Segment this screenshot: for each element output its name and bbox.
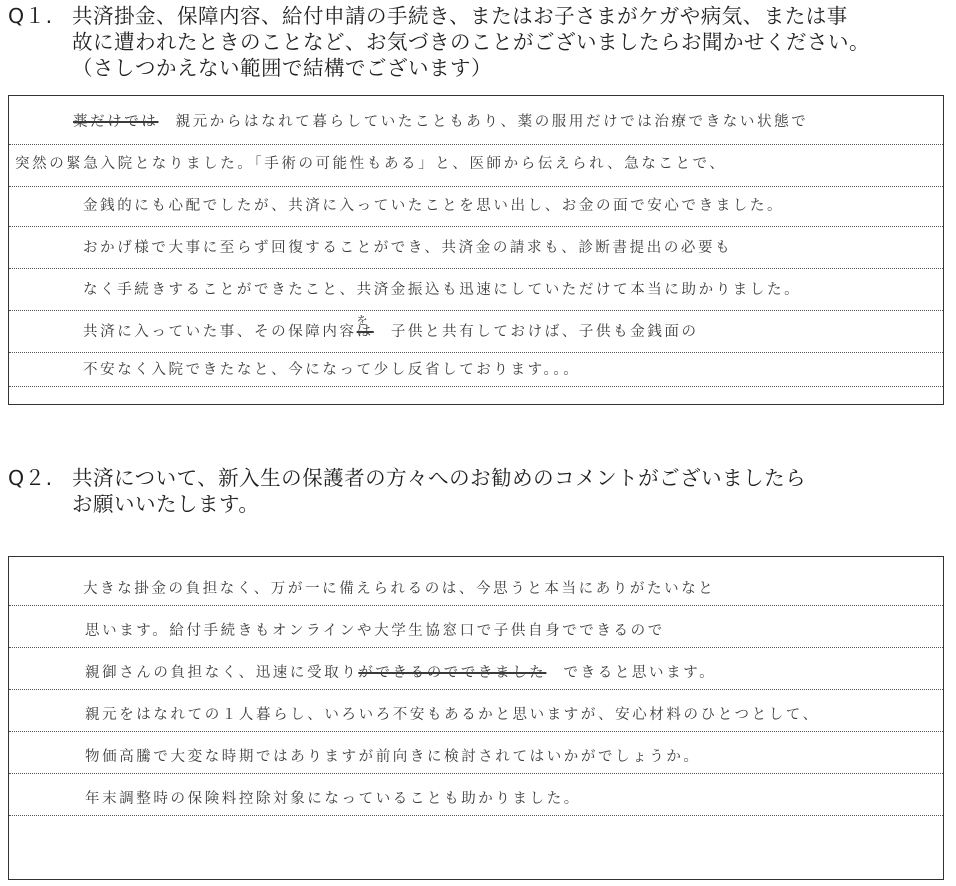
q2-answer-box xyxy=(8,556,944,880)
q2-answer-line-5: 物価高騰で大変な時期ではありますが前向きに検討されてはいかがでしょうか。 xyxy=(85,749,701,765)
q1-answer-line-3: 金銭的にも心配でしたが、共済に入っていたことを思い出し、お金の面で安心できました。 xyxy=(83,198,785,214)
q1-line-3: （さしつかえない範囲で結構でございます） xyxy=(72,56,492,80)
q1-answer-line-6: 共済に入っていた事、その保障内容 を は 子供と共有しておけば、子供も金銭面の xyxy=(83,314,699,340)
q2-answer-line-4: 親元をはなれての１人暮らし、いろいろ不安もあるかと思いますが、安心材料のひとつとして、 xyxy=(85,707,820,723)
q1-answer-line-5: なく手続きすることができたこと、共済金振込も迅速にしていただけて本当に助かりました。 xyxy=(83,282,802,298)
q1-question xyxy=(8,3,870,81)
q2-line-2: お願いいたします。 xyxy=(72,492,260,516)
q2-number: Q２. xyxy=(8,466,53,490)
q2-line-1: Q２. 共済について、新入生の保護者の方々へのお勧めのコメントがございましたら xyxy=(8,466,807,490)
struck-text: は xyxy=(356,324,374,340)
q2-answer-line-6: 年末調整時の保険料控除対象になっていることも助かりました。 xyxy=(85,791,581,807)
q1-answer-line-4: おかげ様で大事に至らず回復することができ、共済金の請求も、診断書提出の必要も xyxy=(83,240,733,256)
q2-answer-line-1: 大きな掛金の負担なく、万が一に備えられるのは、今思うと本当にありがたいなと xyxy=(83,581,716,597)
q1-answer-line-7: 不安なく入院できたなと、今になって少し反省しております。。。 xyxy=(83,362,581,378)
q1-answer-line-1: 薬だけでは 親元からはなれて暮らしていたこともあり、薬の服用だけでは治療できない状態で xyxy=(73,114,809,130)
q2-answer-line-2: 思います。給付手続きもオンラインや大学生協窓口で子供自身でできるので xyxy=(85,623,665,639)
struck-text: 薬だけでは xyxy=(73,114,159,130)
q1-number: Q１. xyxy=(8,4,53,28)
q1-line-1: Q１. 共済掛金、保障内容、給付申請の手続き、またはお子さまがケガや病気、または事 xyxy=(8,4,848,28)
q1-line-2: 故に遭われたときのことなど、お気づきのことがございましたらお聞かせください。 xyxy=(72,30,870,54)
struck-text: ができるのでできました xyxy=(358,665,547,681)
q1-answer-box xyxy=(8,95,944,405)
q2-question xyxy=(8,465,806,517)
q1-answer-line-2: 突然の緊急入院となりました。「手術の可能性もある」と、医師から伝えられ、急なことで、 xyxy=(15,156,727,172)
inserted-text: を xyxy=(356,314,368,327)
q2-answer-line-3: 親御さんの負担なく、迅速に受取りができるのでできました できると思います。 xyxy=(85,665,717,681)
